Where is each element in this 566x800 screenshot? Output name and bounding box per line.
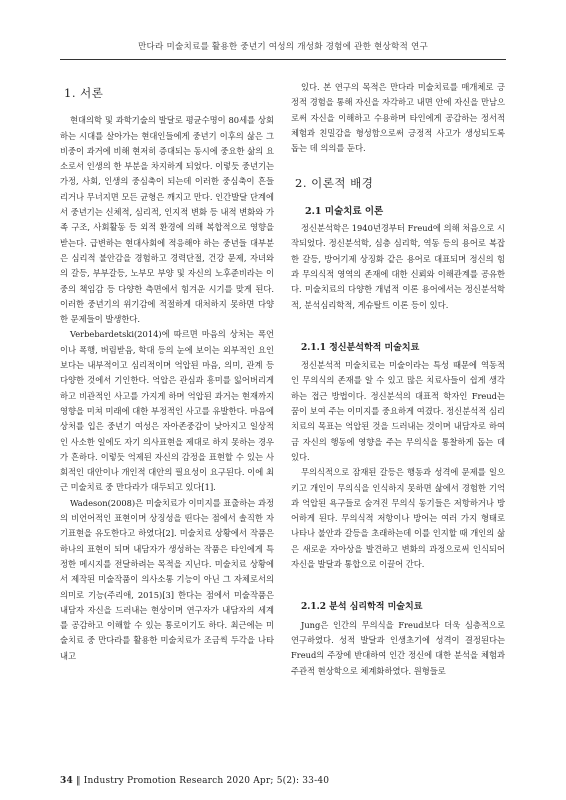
paragraph: Jung은 인간의 무의식을 Freud보다 더욱 심층적으로 연구하였다. 성적 발달과 인생초기에 성격이 결정된다는 Freud의 주장에 반대하여 인간 정신에 대한 분석을 체험과 주관적 현상학으로 체계화하였다. 원형들로 — [291, 619, 505, 676]
left-column — [60, 80, 274, 664]
paragraph: Wadeson(2008)은 미술치료가 이미지를 표출하는 과정의 비언어적인 표현이며 상징성을 띤다는 점에서 솔직한 자기표현을 유도한다고 하였다[2]. 미술치료 상황에서 작품은 하나의 표현이 되며 내담자가 생성하는 작품은 타인에게 특정한 메시지를 전달하려는 목적을 지닌다. 미술치료 상황에서 제작된 미술작품이 의사소통 기능이 아닌 그 자체로서의 의미로 기능(주리애, 2015)[3] 한다는 점에서 미술작품은 내담자 자신을 드러내는 현상이며 연구자가 내담자의 세계를 공감하고 이해할 수 있는 통로이기도 하다. 최근에는 미술치료 중 만다라를 활용한 미술치료가 조금씩 두각을 나타내고 — [60, 497, 274, 661]
paragraph: 무의식적으로 잠재된 갈등은 행동과 성격에 문제를 일으키고 개인이 무의식을 인식하지 못하면 삶에서 경험한 기억과 억압된 욕구들로 숨겨진 무의식 동기들은 저항하거나 방어하게 된다. 무의식적 저항이나 방어는 여러 가지 형태로 나타나 불안과 갈등을 초래하는데 이를 인지할 때 개인의 삶은 새로운 자아상을 발견하고 변화의 과정으로써 인식되어 자신을 발달과 통합으로 이끌어 간다. — [291, 467, 505, 570]
right-column — [291, 80, 505, 679]
subsubsection-heading-analytical: 2.1.2 분석 심리학적 미술치료 — [301, 602, 423, 613]
paragraph: 현대의학 및 과학기술의 발달로 평균수명이 80세를 상회하는 시대를 살아가는 현대인들에게 중년기 이후의 삶은 그 비중이 과거에 비해 현저히 증대되는 동시에 중요한 삶의 요소로서 인생의 한 부분을 차지하게 되었다. 이렇듯 중년기는 가정, 사회, 인생의 중심축이 되는데 이러한 중심축이 흔들리거나 무너지면 모든 균형은 깨지고 만다. 인간발달 단계에서 중년기는 신체적, 심리적, 인지적 변화 등 내적 변화와 가족 구조, 사회활동 등 외적 환경에 의해 복합적으로 영향을 받는다. 급변하는 현대사회에 적응해야 하는 중년들 대부분은 심리적 불안감을 경험하고 경력단절, 건강 문제, 자녀와의 갈등, 부부갈등, 노부모 부양 및 자신의 노후준비라는 이중의 책임감 등 다양한 측면에서 힘겨운 시기를 맞게 된다. 이러한 중년기의 위기감에 적절하게 대처하지 못하면 다양한 문제들이 발생한다. — [60, 115, 274, 325]
spacer — [291, 313, 505, 335]
paragraph: 정신분석학은 1940년경부터 Freud에 의해 처음으로 시작되었다. 정신분석학, 심층 심리학, 역동 등의 용어로 복잡한 갈등, 방어기제 상징화 같은 용어로 대표되며 정신의 힘과 무의식적 영역의 존재에 대한 신뢰와 이해관계를 공유한다. 미술치료의 다양한 개념적 이론 용어에서는 정신분석학적, 분석심리학적, 게슈탈트 이론 등이 있다. — [291, 223, 505, 310]
subsection-heading-art-therapy: 2.1 미술치료 이론 — [305, 205, 384, 217]
page-number: 34 — [60, 776, 73, 786]
section-heading-introduction: 1. 서론 — [64, 86, 104, 100]
footer-separator: ‖ — [76, 776, 84, 786]
running-header: 만다라 미술치료를 활용한 중년기 여성의 개성화 경험에 관한 현상학적 연구 — [138, 42, 428, 52]
paragraph: 있다. 본 연구의 목적은 만다라 미술치료를 매개체로 긍정적 경험을 통해 자신을 자각하고 내면 안에 자신을 만남으로써 자신을 이해하고 수용하며 타인에게 공감하는 정서적 체험과 친밀감을 형성함으로써 긍정적 사고가 생성되도록 돕는 데 의의를 둔다. — [291, 82, 505, 154]
header-rule — [60, 59, 506, 60]
page-footer — [60, 776, 329, 786]
paragraph: Verbebardetski(2014)에 따르면 마음의 상처는 폭언이나 폭행, 버림받음, 학대 등의 눈에 보이는 외부적인 요인보다는 내부적이고 심리적이며 억압된 마음, 의미, 관계 등 다양한 것에서 기인한다. 억압은 관심과 흥미를 잃어버리게 하고 비관적인 사고를 가지게 하며 억압된 과거는 현재까지 영향을 미쳐 미래에 대한 부정적인 사고를 유발한다. 마음에 상처를 입은 중년기 여성은 자아존중감이 낮아지고 일상적인 사소한 일에도 자기 의사표현을 제대로 하지 못하는 경우가 흔하다. 이렇듯 억제된 자신의 감정을 표현할 수 있는 사회적인 대안이나 개인적 대안의 필요성이 요구된다. 이에 최근 미술치료 중 만다라가 대두되고 있다[1]. — [60, 329, 274, 493]
section-heading-theory: 2. 이론적 배경 — [295, 176, 374, 191]
spacer — [291, 156, 505, 170]
subsubsection-heading-psychoanalytic: 2.1.1 정신분석학적 미술치료 — [301, 342, 420, 353]
spacer — [291, 572, 505, 594]
paragraph: 정신분석적 미술치료는 미술이라는 특성 때문에 역동적인 무의식의 존재를 알 수 있고 많은 치료사들이 쉽게 생각하는 접근 방법이다. 정신분석의 대표적 학자인 Freud는 꿈이 보여 주는 이미지를 중요하게 여겼다. 정신분석적 심리치료의 목표는 억압된 것을 드러내는 것이며 내담자로 하여금 자신의 행동에 영향을 주는 무의식을 통찰하게 돕는 데 있다. — [291, 360, 505, 462]
journal-citation: Industry Promotion Research 2020 Apr; 5(2): 33-40 — [83, 776, 330, 786]
